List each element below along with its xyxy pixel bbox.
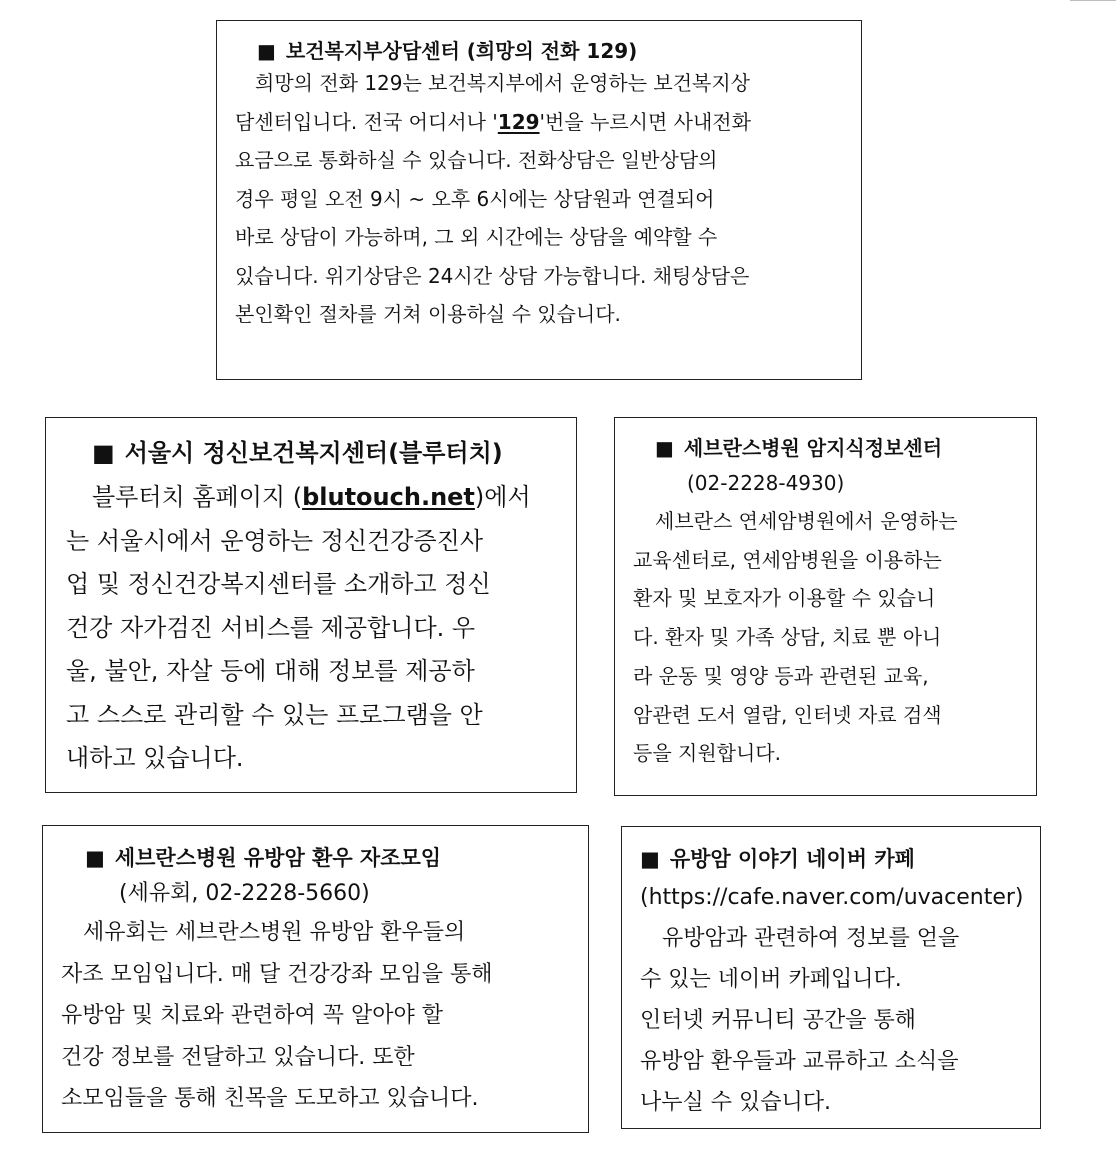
paragraph-line [66, 476, 576, 520]
square-bullet-icon: ■ [655, 436, 674, 460]
blutouch-center-box [45, 417, 577, 793]
box-title [640, 845, 1040, 873]
paragraph-line: 유방암 및 치료와 관련하여 꼭 알아야 할 [61, 1003, 443, 1028]
paragraph-line: 경우 평일 오전 9시 ~ 오후 6시에는 상담원과 연결되어 [235, 186, 715, 211]
text-span: 블루터치 홈페이지 ( [92, 483, 303, 511]
paragraph-line: 자조 모임입니다. 매 달 건강강좌 모임을 통해 [61, 961, 493, 987]
text-span: )에서 [474, 483, 531, 511]
box-title [85, 844, 588, 872]
box-title [655, 434, 1036, 462]
blutouch-link[interactable]: blutouch.net [302, 483, 475, 511]
paragraph-line: 본인확인 절차를 거쳐 이용하실 수 있습니다. [235, 302, 621, 326]
paragraph-line: 라 운동 및 영양 등과 관련된 교육, [633, 663, 929, 688]
title-text: 세브란스병원 암지식정보센터 [683, 436, 943, 460]
text-span: 담센터입니다. 전국 어디서나 ' [235, 109, 498, 134]
top-divider [1070, 0, 1116, 1]
paragraph-line: 소모임들을 통해 친목을 도모하고 있습니다. [61, 1086, 479, 1111]
paragraph-line: 세브란스 연세암병원에서 운영하는 [655, 509, 958, 533]
phone-number: (세유회, 02-2228-5660) [119, 881, 370, 906]
square-bullet-icon: ■ [640, 847, 660, 871]
paragraph-line: 바로 상담이 가능하며, 그 외 시간에는 상담을 예약할 수 [235, 225, 718, 249]
cafe-url[interactable]: (https://cafe.naver.com/uvacenter) [640, 885, 1024, 910]
paragraph-line: 나누실 수 있습니다. [640, 1090, 831, 1115]
paragraph-line: 암관련 도서 열람, 인터넷 자료 검색 [633, 702, 942, 727]
title-text: 보건복지부상담센터 (희망의 전화 129) [285, 39, 638, 63]
paragraph-line: 건강 정보를 전달하고 있습니다. 또한 [61, 1044, 415, 1070]
paragraph-line: 내하고 있습니다. [66, 744, 244, 772]
breast-cancer-selfhelp-box [42, 825, 589, 1133]
title-text: 세브란스병원 유방암 환우 자조모임 [114, 846, 442, 870]
paragraph-line: 울, 불안, 자살 등에 대해 정보를 제공하 [66, 657, 475, 685]
square-bullet-icon: ■ [85, 846, 105, 870]
paragraph-line: 수 있는 네이버 카페입니다. [640, 967, 902, 992]
paragraph-line: 등을 지원합니다. [633, 741, 781, 766]
counseling-center-129-box [216, 20, 862, 380]
square-bullet-icon: ■ [92, 439, 115, 467]
phone-number: (02-2228-4930) [687, 471, 845, 495]
paragraph-line: 다. 환자 및 가족 상담, 치료 뿐 아니 [633, 625, 942, 650]
paragraph-line: 희망의 전화 129는 보건복지부에서 운영하는 보건복지상 [255, 71, 751, 95]
paragraph-line [235, 103, 861, 142]
paragraph-line: 환자 및 보호자가 이용할 수 있습니 [633, 586, 936, 611]
paragraph-line: 세유회는 세브란스병원 유방암 환우들의 [83, 920, 466, 945]
box-title [257, 38, 861, 64]
hotline-number: 129 [497, 109, 540, 134]
cancer-knowledge-center-box [614, 417, 1037, 796]
paragraph-line: 고 스스로 관리할 수 있는 프로그램을 안 [66, 700, 483, 729]
naver-cafe-box [621, 826, 1041, 1129]
text-span: '번을 누르시면 사내전화 [539, 109, 751, 134]
title-text: 유방암 이야기 네이버 카페 [669, 847, 915, 871]
square-bullet-icon: ■ [257, 39, 276, 63]
paragraph-line: 는 서울시에서 운영하는 정신건강증진사 [66, 526, 484, 555]
paragraph-line: 유방암 환우들과 교류하고 소식을 [640, 1049, 959, 1074]
title-text: 서울시 정신보건복지센터(블루터치) [124, 439, 503, 467]
paragraph-line: 유방암과 관련하여 정보를 얻을 [662, 926, 960, 951]
paragraph-line: 있습니다. 위기상담은 24시간 상담 가능합니다. 채팅상담은 [235, 263, 750, 288]
paragraph-line: 인터넷 커뮤니티 공간을 통해 [640, 1008, 917, 1033]
paragraph-line: 건강 자가검진 서비스를 제공합니다. 우 [66, 613, 476, 642]
paragraph-line: 업 및 정신건강복지센터를 소개하고 정신 [66, 570, 491, 598]
box-title [92, 436, 576, 470]
paragraph-line: 교육센터로, 연세암병원을 이용하는 [633, 547, 942, 572]
paragraph-line: 요금으로 통화하실 수 있습니다. 전화상담은 일반상담의 [235, 148, 718, 172]
